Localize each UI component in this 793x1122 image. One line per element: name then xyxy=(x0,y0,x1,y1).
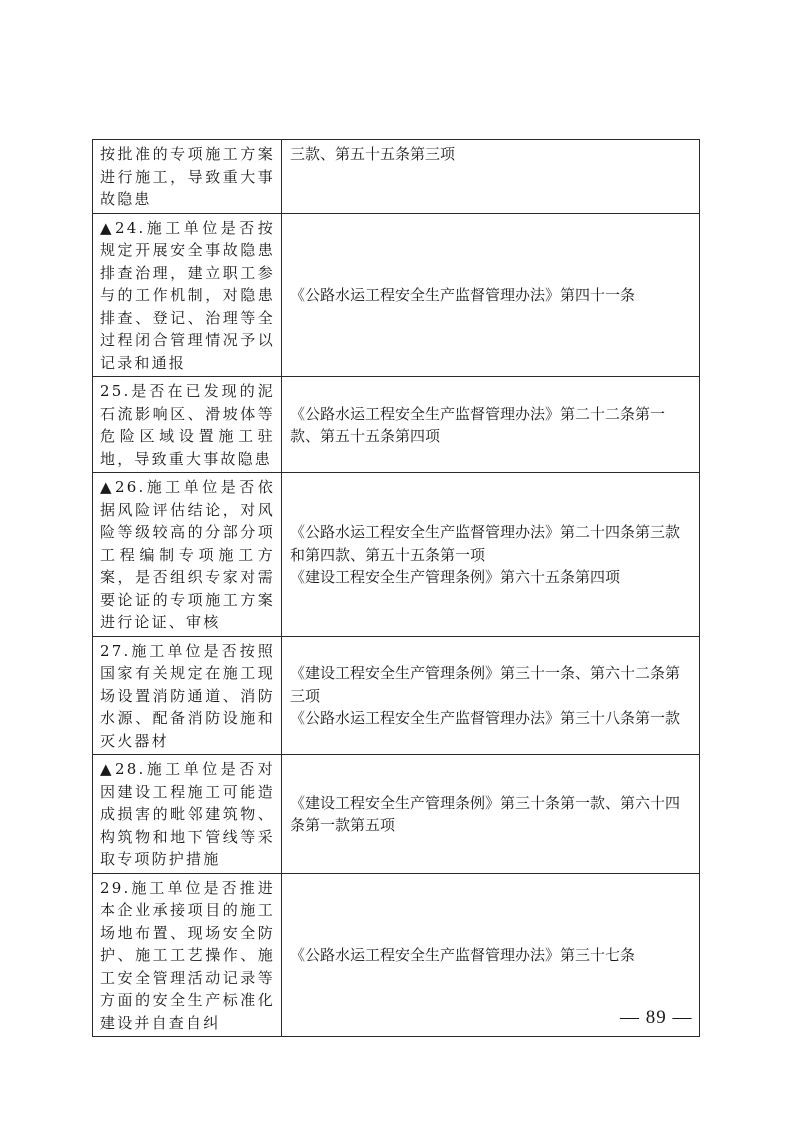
legal-basis-cell xyxy=(282,755,700,874)
legal-reference: 《建设工程安全生产管理条例》第六十五条第四项 xyxy=(290,568,621,586)
table-row xyxy=(93,377,700,473)
legal-basis-cell xyxy=(282,377,700,473)
legal-reference: 三款、第五十五条第三项 xyxy=(290,145,456,163)
legal-basis-cell xyxy=(282,213,700,377)
table-row xyxy=(93,873,700,1037)
legal-basis-cell xyxy=(282,473,700,637)
table-row xyxy=(93,755,700,874)
legal-reference: 《公路水运工程安全生产监督管理办法》第三十七条 xyxy=(290,946,636,964)
legal-reference: 《公路水运工程安全生产监督管理办法》第二十二条第一款、第五十五条第四项 xyxy=(290,404,666,445)
legal-reference: 《公路水运工程安全生产监督管理办法》第四十一条 xyxy=(290,286,636,304)
inspection-item-cell: 27.施工单位是否按照国家有关规定在施工现场设置消防通道、消防水源、配备消防设施和灭火器材 xyxy=(93,636,282,755)
legal-basis-cell xyxy=(282,636,700,755)
legal-basis-cell xyxy=(282,140,700,214)
inspection-item-cell: ▲24.施工单位是否按规定开展安全事故隐患排查治理，建立职工参与的工作机制，对隐患排查、登记、治理等全过程闭合管理情况予以记录和通报 xyxy=(93,213,282,377)
table-row xyxy=(93,636,700,755)
inspection-item-cell: ▲28.施工单位是否对因建设工程施工可能造成损害的毗邻建筑物、构筑物和地下管线等采取专项防护措施 xyxy=(93,755,282,874)
legal-reference: 《公路水运工程安全生产监督管理办法》第三十八条第一款 xyxy=(290,709,681,727)
table-row xyxy=(93,140,700,214)
page-number: — 89 — xyxy=(620,1007,693,1028)
inspection-item-cell: 25.是否在已发现的泥石流影响区、滑坡体等危险区域设置施工驻地，导致重大事故隐患 xyxy=(93,377,282,473)
legal-reference: 《建设工程安全生产管理条例》第三十条第一款、第六十四条第一款第五项 xyxy=(290,793,681,835)
legal-reference: 《公路水运工程安全生产监督管理办法》第二十四条第三款和第四款、第五十五条第一项 xyxy=(290,523,681,564)
legal-reference: 《建设工程安全生产管理条例》第三十一条、第六十二条第三项 xyxy=(290,664,681,705)
inspection-table xyxy=(92,139,700,1037)
inspection-item-cell: 按批准的专项施工方案进行施工，导致重大事故隐患 xyxy=(93,140,282,214)
inspection-item-cell: 29.施工单位是否推进本企业承接项目的施工场地布置、现场安全防护、施工工艺操作、施工安全管理活动记录等方面的安全生产标准化建设并自查自纠 xyxy=(93,873,282,1037)
table-row xyxy=(93,473,700,637)
table-row xyxy=(93,213,700,377)
inspection-item-cell: ▲26.施工单位是否依据风险评估结论，对风险等级较高的分部分项工程编制专项施工方案，是否组织专家对需要论证的专项施工方案进行论证、审核 xyxy=(93,473,282,637)
